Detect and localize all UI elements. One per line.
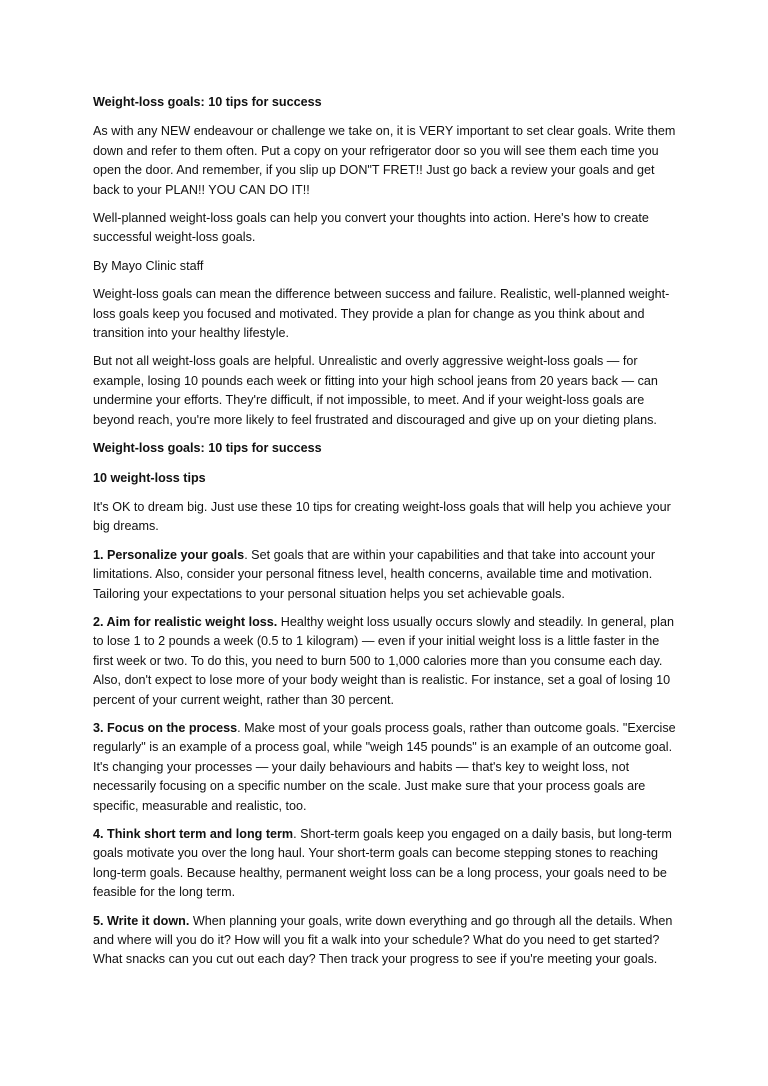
document-title: Weight-loss goals: 10 tips for success (93, 95, 322, 109)
difference-paragraph: Weight-loss goals can mean the difference between success and failure. Realistic, well-planned weight-loss goals keep you focused and motivated. They provide a plan for change as you think about and transition into your healthy lifestyle. (93, 287, 670, 341)
tip-4-text: . Short-term goals keep you engaged on a daily basis, but long-term goals motivate you over the long haul. Your short-term goals can become stepping stones to reaching long-term goals. Because healthy, permanent weight loss can be a long process, your goals need to be feasible for the long term. (93, 827, 672, 900)
tip-2-text: Healthy weight loss usually occurs slowly and steadily. In general, plan to lose 1 to 2 pounds a week (0.5 to 1 kilogram) — even if your initial weight loss is a little faster in the first week or two. To do this, you need to burn 500 to 1,000 calories more than you consume each day. Also, don't expect to lose more of your body weight than is realistic. For instance, set a goal of losing 10 percent of your current weight, rather than 30 percent. (93, 614, 674, 707)
byline: By Mayo Clinic staff (93, 258, 204, 273)
planned-goals-paragraph: Well-planned weight-loss goals can help you convert your thoughts into action. Here's how to create successful weight-loss goals. (93, 211, 649, 245)
intro-paragraph: As with any NEW endeavour or challenge we take on, it is VERY important to set clear goals. Write them down and refer to them often. Put a copy on your refrigerator door so you will see them each time you open the door. And remember, if you slip up DON"T FRET!! Just go back a review your goals and get back to your PLAN!! YOU CAN DO IT!! (93, 124, 676, 197)
tip-2 (93, 613, 678, 710)
tips-heading: 10 weight-loss tips (93, 470, 206, 485)
tip-4 (93, 825, 678, 903)
tip-3-label: 3. Focus on the process (93, 720, 238, 735)
tip-4-label: 4. Think short term and long term (93, 827, 294, 841)
tip-5-text: When planning your goals, write down everything and go through all the details. When and where will you do it? How will you fit a walk into your schedule? What do you need to get started? What snacks can you cut out each day? Then track your progress to see if you're meeting your goals. (93, 913, 673, 967)
tip-3 (93, 719, 678, 816)
tip-5 (93, 912, 678, 970)
dream-big-paragraph: It's OK to dream big. Just use these 10 tips for creating weight-loss goals that will help you achieve your big dreams. (93, 499, 671, 534)
tip-1-label: 1. Personalize your goals (93, 547, 245, 562)
tip-2-label: 2. Aim for realistic weight loss. (93, 614, 278, 629)
tip-1 (93, 546, 678, 604)
section-heading-repeat: Weight-loss goals: 10 tips for success (93, 441, 322, 456)
tip-3-text: . Make most of your goals process goals, rather than outcome goals. "Exercise regularly" is an example of a process goal, while "weigh 145 pounds" is an example of an outcome goal. It's changing your processes — your daily behaviours and habits — that's key to weight loss, not necessarily focusing on a specific number on the scale. Just make sure that your process goals are specific, measurable and realistic, too. (93, 720, 676, 813)
tip-5-label: 5. Write it down. (93, 913, 190, 928)
not-all-goals-paragraph: But not all weight-loss goals are helpful. Unrealistic and overly aggressive weight-loss goals — for example, losing 10 pounds each week or fitting into your high school jeans from 20 years back — can undermine your efforts. They're difficult, if not impossible, to meet. And if your weight-loss goals are beyond reach, you're more likely to feel frustrated and discouraged and give up on your dieting plans. (93, 354, 658, 427)
tip-1-text: . Set goals that are within your capabilities and that take into account your limitations. Also, consider your personal fitness level, health concerns, available time and motivation. Tailoring your expectations to your personal situation helps you set achievable goals. (93, 547, 656, 601)
